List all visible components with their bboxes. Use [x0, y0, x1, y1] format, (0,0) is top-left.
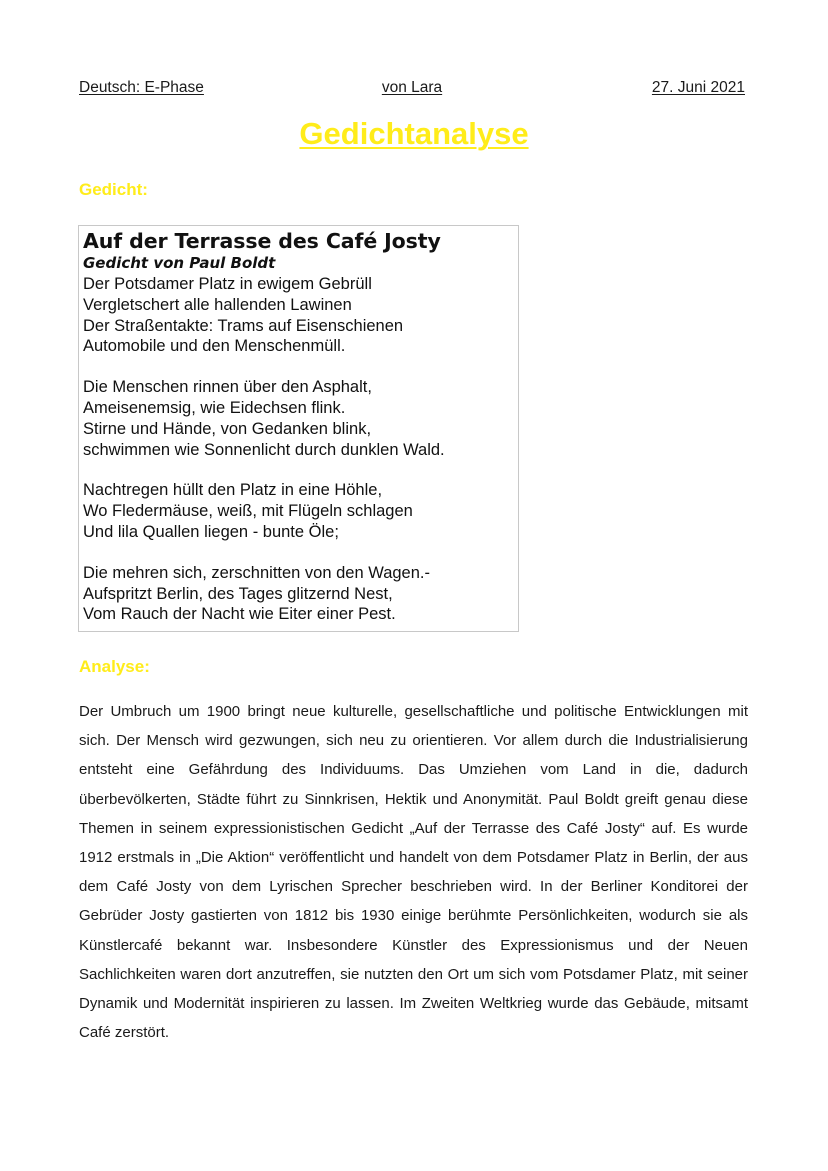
poem-section-heading: Gedicht: [79, 180, 148, 199]
poem-stanza [83, 377, 518, 460]
poem-line: Die Menschen rinnen über den Asphalt, [83, 378, 372, 397]
poem-line: Wo Fledermäuse, weiß, mit Flügeln schlagen [83, 502, 413, 521]
header-subject: Deutsch: E-Phase [79, 79, 204, 96]
page-header [79, 79, 745, 99]
poem-line: Nachtregen hüllt den Platz in eine Höhle, [83, 481, 383, 500]
header-date: 27. Juni 2021 [651, 79, 745, 96]
poem-line: Vom Rauch der Nacht wie Eiter einer Pest. [83, 605, 396, 624]
poem-line: Und lila Quallen liegen - bunte Öle; [83, 522, 339, 541]
poem-box [78, 225, 519, 632]
poem-stanza [83, 274, 518, 357]
poem-stanza [83, 563, 518, 625]
header-author: von Lara [381, 79, 443, 96]
analysis-section-heading: Analyse: [79, 657, 150, 676]
poem-line: Ameisenemsig, wie Eidechsen flink. [83, 398, 346, 417]
poem-line: Automobile und den Menschenmüll. [83, 337, 346, 356]
poem-line: Aufspritzt Berlin, des Tages glitzernd Nest, [83, 584, 393, 603]
poem-line: Stirne und Hände, von Gedanken blink, [83, 419, 372, 438]
page-title: Gedichtanalyse [299, 116, 529, 151]
poem-line: schwimmen wie Sonnenlicht durch dunklen Wald. [83, 440, 445, 459]
poem-stanza [83, 480, 518, 542]
poem-line: Vergletschert alle hallenden Lawinen [83, 295, 352, 314]
poem-author: Gedicht von Paul Boldt [83, 254, 276, 272]
analysis-paragraph: Der Umbruch um 1900 bringt neue kulturelle, gesellschaftliche und politische Entwicklungen mit sich. Der Mensch wird gezwungen, sich neu zu orientieren. Vor allem durch die Industrialisierung entsteht eine Gefährdung des Individuums. Das Umziehen vom Land in die, dadurch überbevölkerten, Städte führt zu Sinnkrisen, Hektik und Anonymität. Paul Boldt greift genau diese Themen in seinem expressionistischen Gedicht „Auf der Terrasse des Café Josty“ auf. Es wurde 1912 erstmals in „Die Aktion“ veröffentlicht und handelt von dem Potsdamer Platz in Berlin, der aus dem Café Josty von dem Lyrischen Sprecher beschrieben wird. In der Berliner Konditorei der Gebrüder Josty gastierten von 1812 bis 1930 einige berühmte Persönlichkeiten, wodurch sie als Künstlercafé bekannt war. Insbesondere Künstler des Expressionismus und der Neuen Sachlichkeiten waren dort anzutreffen, sie nutzten den Ort um sich vom Potsdamer Platz, mit seiner Dynamik und Modernität inspirieren zu lassen. Im Zweiten Weltkrieg wurde das Gebäude, mitsamt Café zerstört. [79, 703, 748, 1042]
poem-line: Die mehren sich, zerschnitten von den Wagen.- [83, 563, 430, 582]
poem-line: Der Straßentakte: Trams auf Eisenschienen [83, 316, 404, 335]
poem-title: Auf der Terrasse des Café Josty [83, 229, 441, 253]
poem-line: Der Potsdamer Platz in ewigem Gebrüll [83, 275, 372, 293]
